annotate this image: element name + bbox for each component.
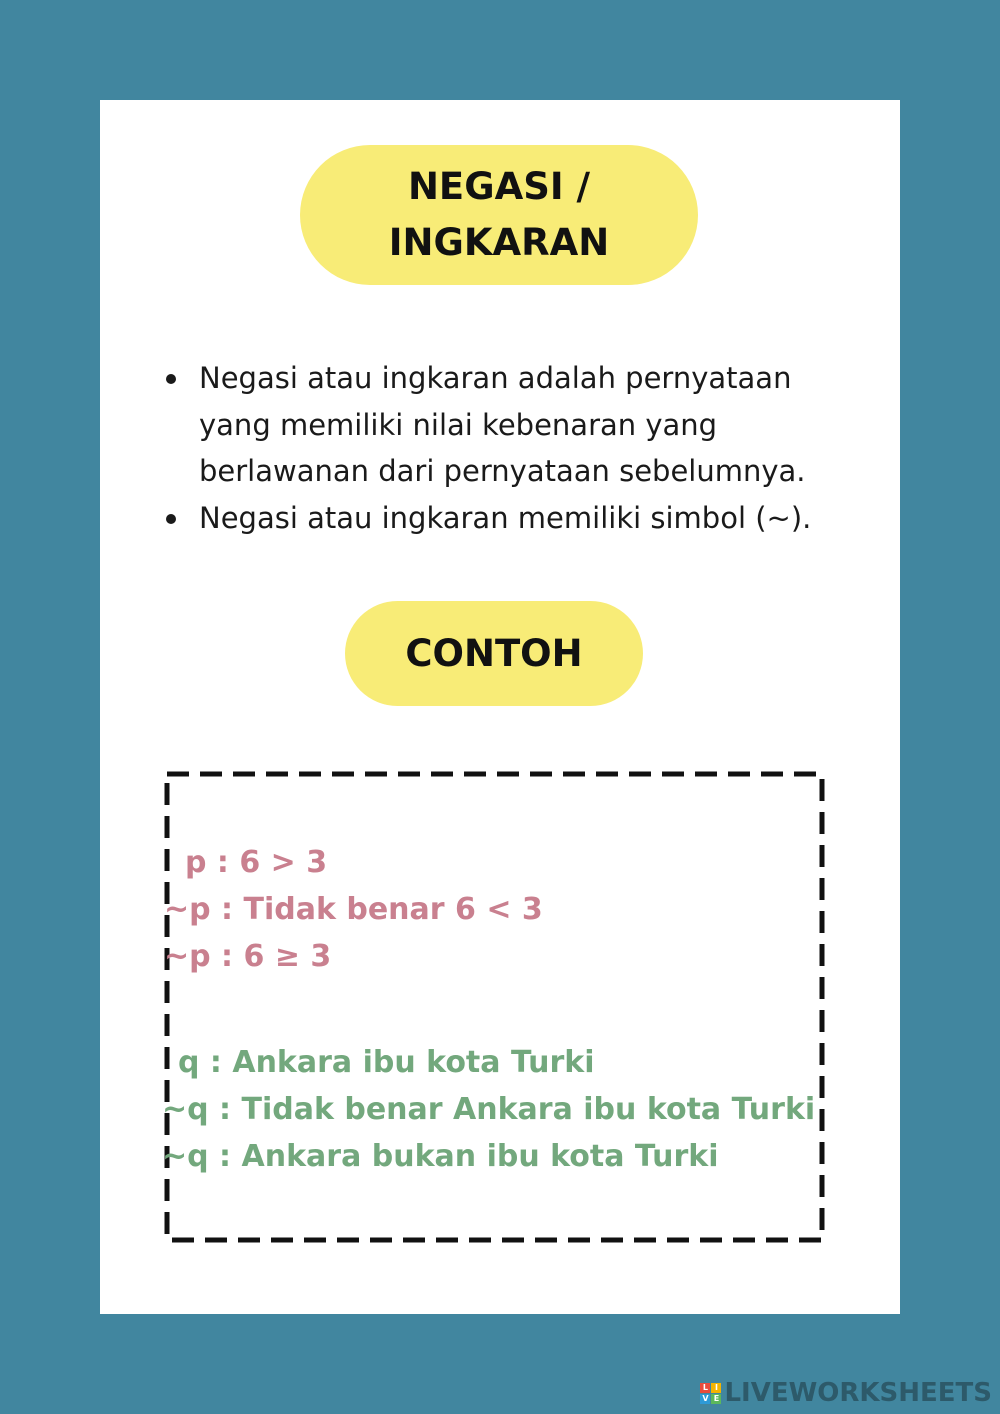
liveworksheets-watermark[interactable] [700, 1378, 992, 1408]
definition-item-1 [164, 355, 884, 495]
example-q-negation-2: ~q : Ankara bukan ibu kota Turki [162, 1139, 719, 1174]
logo-letter: L [700, 1383, 710, 1393]
example-q-statement: q : Ankara ibu kota Turki [178, 1045, 595, 1080]
title-badge [300, 145, 698, 285]
definition-line: berlawanan dari pernyataan sebelumnya. [199, 454, 806, 488]
definition-list [164, 355, 884, 541]
example-p-negation-2: ~p : 6 ≥ 3 [164, 939, 332, 974]
logo-letter: I [711, 1383, 721, 1393]
logo-letter: V [702, 1393, 709, 1403]
definition-line: yang memiliki nilai kebenaran yang [199, 407, 718, 442]
title-line-1: NEGASI / [407, 165, 591, 208]
logo-letter: E [711, 1394, 721, 1404]
liveworksheets-logo-icon [700, 1383, 721, 1404]
bullet-icon [166, 514, 176, 524]
watermark-text: LIVEWORKSHEETS [724, 1378, 992, 1408]
example-p-statement: p : 6 > 3 [185, 845, 328, 880]
definition-line: Negasi atau ingkaran adalah pernyataan [199, 361, 792, 395]
example-heading-badge [345, 601, 643, 706]
definition-item-2 [164, 495, 884, 542]
example-heading: CONTOH [405, 632, 583, 675]
bullet-icon [166, 374, 176, 384]
definition-line: Negasi atau ingkaran memiliki simbol (~). [199, 500, 812, 535]
example-box [164, 771, 825, 1243]
example-q-negation-1: ~q : Tidak benar Ankara ibu kota Turki [162, 1092, 816, 1127]
example-p-negation-1: ~p : Tidak benar 6 < 3 [164, 892, 543, 927]
worksheet-card [100, 100, 900, 1314]
title-line-2: INGKARAN [388, 221, 610, 264]
